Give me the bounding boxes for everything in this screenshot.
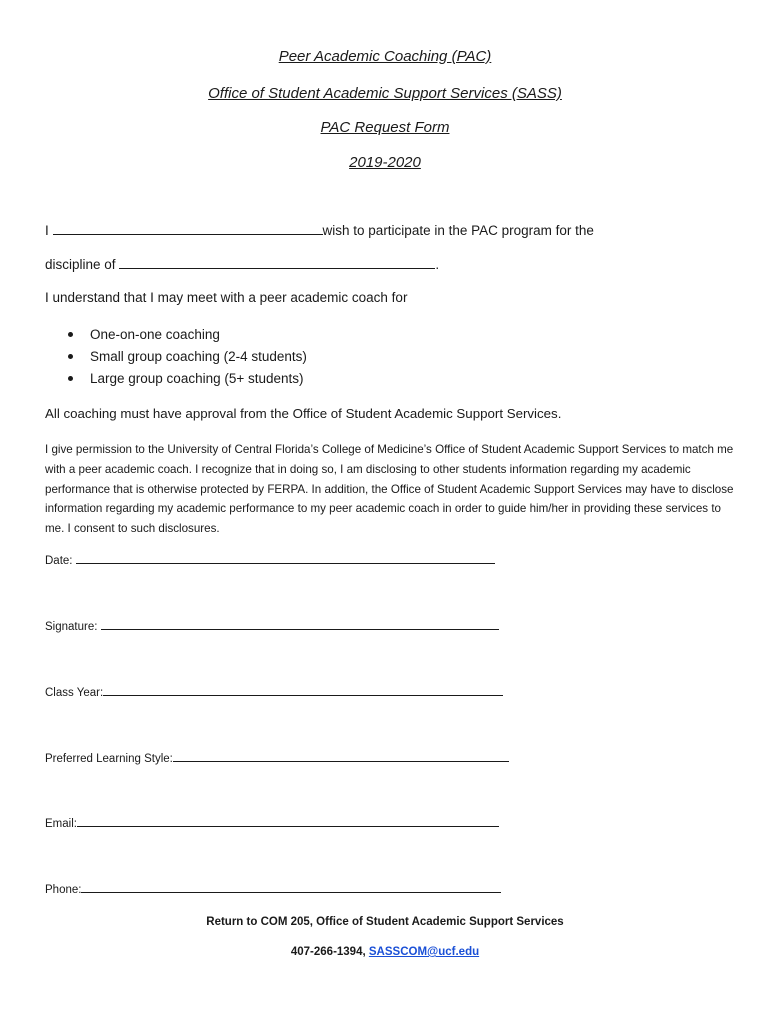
name-prefix: I [45,223,49,238]
name-blank[interactable] [53,222,323,235]
understand-text: I understand that I may meet with a peer academic coach for [45,290,408,305]
learning-style-label: Preferred Learning Style: [45,753,173,765]
phone-blank[interactable] [81,882,501,893]
contact-phone: 407-266-1394, [290,946,366,958]
name-suffix: wish to participate in the PAC program for the [322,223,594,238]
signature-field [45,619,499,633]
email-field [45,816,499,830]
email-label: Email: [45,818,77,830]
permission-paragraph: I give permission to the University of Central Florida’s College of Medicine’s Office of Student Academic Support Services to match me with a peer academic coach. I recognize that in doing so, I am disclosing to other students information regarding my academic performance that is otherwise protected by FERPA. In addition, the Office of Student Academic Support Services may have to disclose information regarding my academic performance to my peer academic coach in order to guide him/her in providing these services to me. I consent to such disclosures. [45,443,734,536]
name-line [45,222,594,238]
signature-blank[interactable] [101,619,499,630]
approval-text: All coaching must have approval from the Office of Student Academic Support Services. [45,406,562,421]
contact-line [0,946,770,958]
bullet-icon [68,376,73,381]
class-year-field [45,685,503,699]
date-blank[interactable] [76,553,495,564]
form-title: PAC Request Form [320,119,450,136]
office-title: Office of Student Academic Support Services (SASS) [208,85,562,102]
phone-field [45,882,501,896]
signature-label: Signature: [45,621,98,633]
program-title: Peer Academic Coaching (PAC) [278,48,492,65]
class-year-label: Class Year: [45,687,104,699]
coaching-options-list [68,324,307,390]
list-item: Large group coaching (5+ students) [68,368,307,390]
discipline-line [45,256,439,272]
discipline-blank[interactable] [119,256,435,269]
learning-style-blank[interactable] [173,751,509,762]
class-year-blank[interactable] [103,685,503,696]
academic-year: 2019-2020 [349,154,421,171]
discipline-suffix: . [435,257,440,272]
list-item: One-on-one coaching [68,324,307,346]
return-instructions: Return to COM 205, Office of Student Academic Support Services [206,916,564,928]
phone-label: Phone: [45,884,82,896]
learning-style-field [45,751,509,765]
list-item: Small group coaching (2-4 students) [68,346,307,368]
bullet-icon [68,332,73,337]
date-label: Date: [45,555,73,567]
contact-email-link[interactable]: SASSCOM@ucf.edu [368,946,480,958]
bullet-icon [68,354,73,359]
email-blank[interactable] [77,816,499,827]
date-field [45,553,495,567]
discipline-prefix: discipline of [45,257,116,272]
